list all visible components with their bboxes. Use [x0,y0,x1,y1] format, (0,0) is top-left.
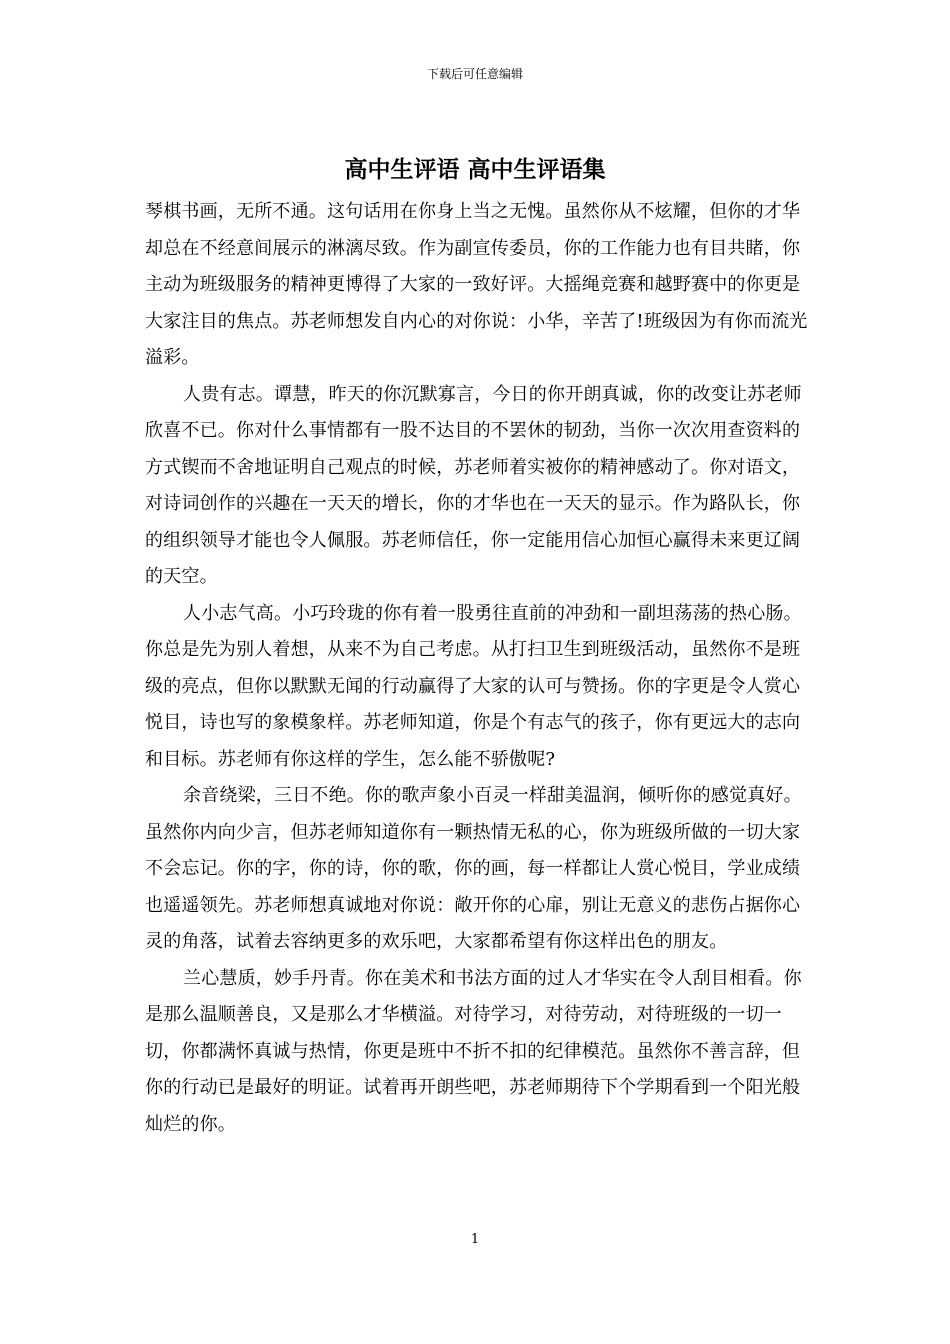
header-note: 下载后可任意编辑 [426,67,523,81]
paragraph-3: 人小志气高。小巧玲珑的你有着一股勇往直前的冲劲和一副坦荡荡的热心肠。你总是先为别人着想，从来不为自己考虑。从打扫卫生到班级活动，虽然你不是班级的亮点，但你以默默无闻的行动赢得了大家的认可与赞扬。你的字更是令人赏心悦目，诗也写的象模象样。苏老师知道，你是个有志气的孩子，你有更远大的志向和目标。苏老师有你这样的学生，怎么能不骄傲呢? [145,602,802,770]
paragraph-4: 余音绕梁，三日不绝。你的歌声象小百灵一样甜美温润，倾听你的感觉真好。虽然你内向少言，但苏老师知道你有一颗热情无私的心，你为班级所做的一切大家不会忘记。你的字，你的诗，你的歌，你的画，每一样都让人赏心悦目，学业成绩也遥遥领先。苏老师想真诚地对你说：敞开你的心扉，别让无意义的悲伤占据你心灵的角落，试着去容纳更多的欢乐吧，大家都希望有你这样出色的朋友。 [145,785,802,952]
paragraph-5: 兰心慧质，妙手丹青。你在美术和书法方面的过人才华实在令人刮目相看。你是那么温顺善良，又是那么才华横溢。对待学习，对待劳动，对待班级的一切一切，你都满怀真诚与热情，你更是班中不折不扣的纪律模范。虽然你不善言辞，但你的行动已是最好的明证。试着再开朗些吧，苏老师期待下个学期看到一个阳光般灿烂的你。 [145,967,802,1135]
paragraph-1: 琴棋书画，无所不通。这句话用在你身上当之无愧。虽然你从不炫耀，但你的才华却总在不经意间展示的淋漓尽致。作为副宣传委员，你的工作能力也有目共睹，你主动为班级服务的精神更博得了大家的一致好评。大摇绳竞赛和越野赛中的你更是大家注目的焦点。苏老师想发自内心的对你说：小华，辛苦了!班级因为有你而流光溢彩。 [145,201,808,368]
page-title: 高中生评语 高中生评语集 [344,156,606,183]
page-number: 1 [470,1232,480,1247]
document-body [145,194,815,1143]
paragraph-2: 人贵有志。谭慧，昨天的你沉默寡言，今日的你开朗真诚，你的改变让苏老师欣喜不已。你对什么事情都有一股不达目的不罢休的韧劲，当你一次次用查资料的方式锲而不舍地证明自己观点的时候，苏老师着实被你的精神感动了。你对语文，对诗词创作的兴趣在一天天的增长，你的才华也在一天天的显示。作为路队长，你的组织领导才能也令人佩服。苏老师信任，你一定能用信心加恒心赢得未来更辽阔的天空。 [145,383,802,587]
